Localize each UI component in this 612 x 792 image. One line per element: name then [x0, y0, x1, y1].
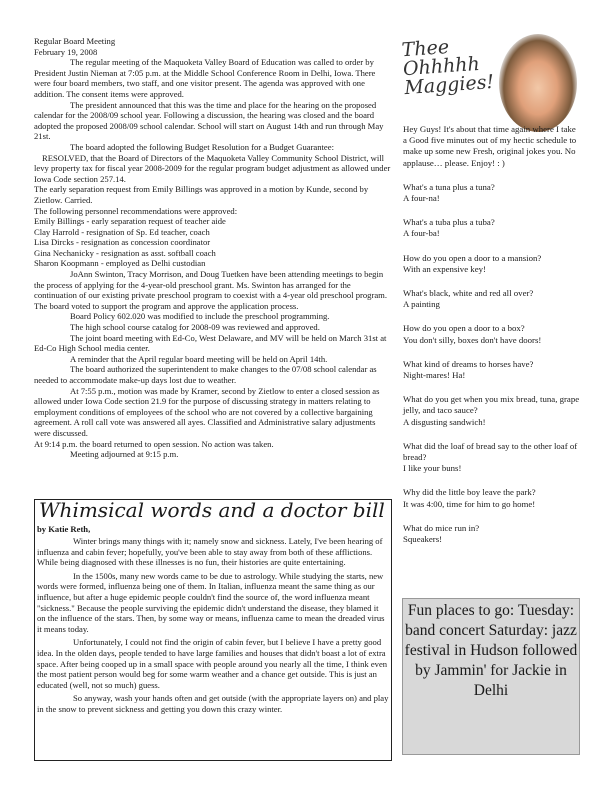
joke-question: What's a tuna plus a tuna? [403, 181, 495, 192]
article-paragraph: In the 1500s, many new words came to be due to astrology. While studying the starts, new words were formed, influenza being one of them. In Italian, influenza meant the same thing as our influence, but after a huge epidemic people couldn't find the source of, the word influenza meant "sickness." Because the people surviving the epidemic didn't understand the disease, they blamed it on the influence of the stars. Then, by some way or means, influenza came to mean the dreaded virus it means today. [37, 570, 385, 634]
joke-question: Why did the little boy leave the park? [403, 487, 536, 498]
minutes-date: February 19, 2008 [34, 46, 98, 57]
joke-answer: A painting [403, 299, 440, 310]
joke-question: What's a tuba plus a tuba? [403, 217, 495, 228]
article-box [34, 499, 392, 761]
joke-question: What do you get when you mix bread, tuna, grape jelly, and taco sauce? [403, 394, 580, 416]
joke-question: What kind of dreams to horses have? [403, 358, 534, 369]
minutes-paragraph: The president announced that this was the time and place for the hearing on the proposed calendar for the 2008/09 school year. Following a discussion, the hearing was closed and the board adopted the proposed 2008/09 school calendar. School will start on August 14th and run through May 21st. [34, 99, 384, 142]
joke-question: How do you open a door to a box? [403, 323, 525, 334]
joke-answer: A four-ba! [403, 228, 440, 239]
joke-item [403, 253, 581, 275]
personnel-item: Emily Billings - early separation request of teacher aide [34, 216, 226, 227]
minutes-heading: Regular Board Meeting [34, 36, 116, 46]
joke-answer: Night-mares! Ha! [403, 370, 466, 381]
joke-item [403, 487, 581, 509]
jokes-column [403, 124, 581, 558]
columnist-photo [499, 34, 577, 132]
joke-answer: With an expensive key! [403, 263, 486, 274]
minutes-paragraph: The regular meeting of the Maquoketa Valley Board of Education was called to order by President Justin Nieman at 7:05 p.m. at the Middle School Conference Room in Delhi, Iowa. There were four board members, two staff, and one visitor present. The agenda was approved with one addition. The consent items were approved. [34, 57, 376, 99]
fun-places-box: Fun places to go: Tuesday: band concert Saturday: jazz festival in Hudson followed by Jammin' for Jackie in Delhi [402, 598, 580, 755]
joke-item [403, 359, 581, 381]
article-paragraph: Winter brings many things with it; namely snow and sickness. Lately, I've been hearing of influenza and cabin fever; hopefully, you've been able to stay away from both of these afflictions. While being diagnosed with these illnesses is no fun, their histories are quite entertaining. [37, 536, 383, 568]
minutes-paragraph: JoAnn Swinton, Tracy Morrison, and Doug Tuetken have been attending meetings to begin the process of applying for the 4-year-old preschool grant. Ms. Swinton has arranged for the continuation of our existing private preschool program to coexist with a 4-year old preschool program. The board voted to support the program and approve the application process. [34, 269, 387, 311]
joke-item [403, 182, 581, 204]
joke-question: What do mice run in? [403, 522, 480, 533]
joke-question: What's black, white and red all over? [403, 288, 534, 299]
personnel-item: Clay Harrold - resignation of Sp. Ed teacher, coach [34, 226, 210, 237]
article-byline: by Katie Reth, [37, 524, 91, 534]
minutes-paragraph: The high school course catalog for 2008-09 was reviewed and approved. [70, 322, 320, 333]
personnel-item: Gina Nechanicky - resignation as asst. softball coach [34, 247, 216, 258]
minutes-paragraph: Board Policy 602.020 was modified to include the preschool programming. [70, 311, 330, 322]
joke-item [403, 323, 581, 345]
joke-answer: A four-na! [403, 193, 440, 204]
joke-item [403, 288, 581, 310]
joke-item [403, 441, 581, 475]
article-title: Whimsical words and a doctor bill [39, 498, 385, 522]
personnel-item: Sharon Koopmann - employed as Delhi custodian [34, 258, 206, 269]
minutes-paragraph: A reminder that the April regular board meeting will be held on April 14th. [70, 353, 328, 364]
joke-item [403, 523, 581, 545]
article-paragraph: Unfortunately, I could not find the origin of cabin fever, but I believe I have a pretty good idea. In the olden days, people tended to have large families and houses that didn't boast a lot of extra space. After being cooped up in a small space with people around you nearly all the time, I think even the most patient person would beg for some warm weather and a chance get outside. This is just an educated (well, not so much) guess. [37, 637, 388, 690]
joke-answer: A disgusting sandwich! [403, 416, 486, 427]
article-paragraph: So anyway, wash your hands often and get outside (with the appropriate layers on) and play in the snow to prevent sickness and getting you down this crazy winter. [37, 693, 389, 714]
personnel-item: Lisa Dircks - resignation as concession coordinator [34, 237, 211, 248]
maggies-title: Thee Ohhhhh Maggies! [400, 35, 495, 100]
joke-question: What did the loaf of bread say to the other loaf of bread? [403, 440, 578, 463]
minutes-paragraph: At 9:14 p.m. the board returned to open session. No action was taken. [34, 438, 274, 449]
minutes-paragraph: The early separation request from Emily Billings was approved in a motion by Kunde, second by Zietlow. Carried. [34, 184, 369, 205]
minutes-paragraph: The joint board meeting with Ed-Co, West Delaware, and MV will be held on March 31st at Ed-Co High School media center. [34, 332, 387, 354]
board-minutes [34, 36, 392, 460]
minutes-paragraph: Meeting adjourned at 9:15 p.m. [70, 449, 179, 460]
minutes-paragraph: The board adopted the following Budget Resolution for a Budget Guarantee: [70, 141, 334, 152]
minutes-paragraph: The following personnel recommendations were approved: [34, 205, 238, 216]
article-body [37, 536, 389, 718]
minutes-paragraph: RESOLVED, that the Board of Directors of the Maquoketa Valley Community School District, will levy property tax for fiscal year 2008-2009 for the regular program budget adjustment as allowed under Iowa Code section 257.14. [34, 152, 391, 184]
joke-item [403, 217, 581, 239]
minutes-paragraph: The board authorized the superintendent to make changes to the 07/08 school calendar as needed to accommodate make-up days lost due to weather. [34, 364, 377, 385]
joke-answer: I like your buns! [403, 463, 462, 474]
jokes-intro: Hey Guys! It's about that time again where I take a Good five minutes out of my hectic schedule to make up some new Fresh, original jokes you. No applause… please. Enjoy! : ) [403, 124, 577, 168]
joke-answer: You don't silly, boxes don't have doors! [403, 334, 542, 345]
joke-answer: It was 4:00, time for him to go home! [403, 498, 536, 509]
joke-question: How do you open a door to a mansion? [403, 252, 542, 263]
joke-answer: Squeakers! [403, 534, 443, 545]
joke-item [403, 394, 581, 428]
minutes-paragraph: At 7:55 p.m., motion was made by Kramer, second by Zietlow to enter a closed session as allowed under Iowa Code section 21.9 for the purpose of discussing strategy in matters relating to employment conditions of employees of the school who are not covered by a collective bargaining agreement. A roll call vote was answered all ayes. Classified and Administrative salary adjustments were discussed. [34, 385, 380, 438]
